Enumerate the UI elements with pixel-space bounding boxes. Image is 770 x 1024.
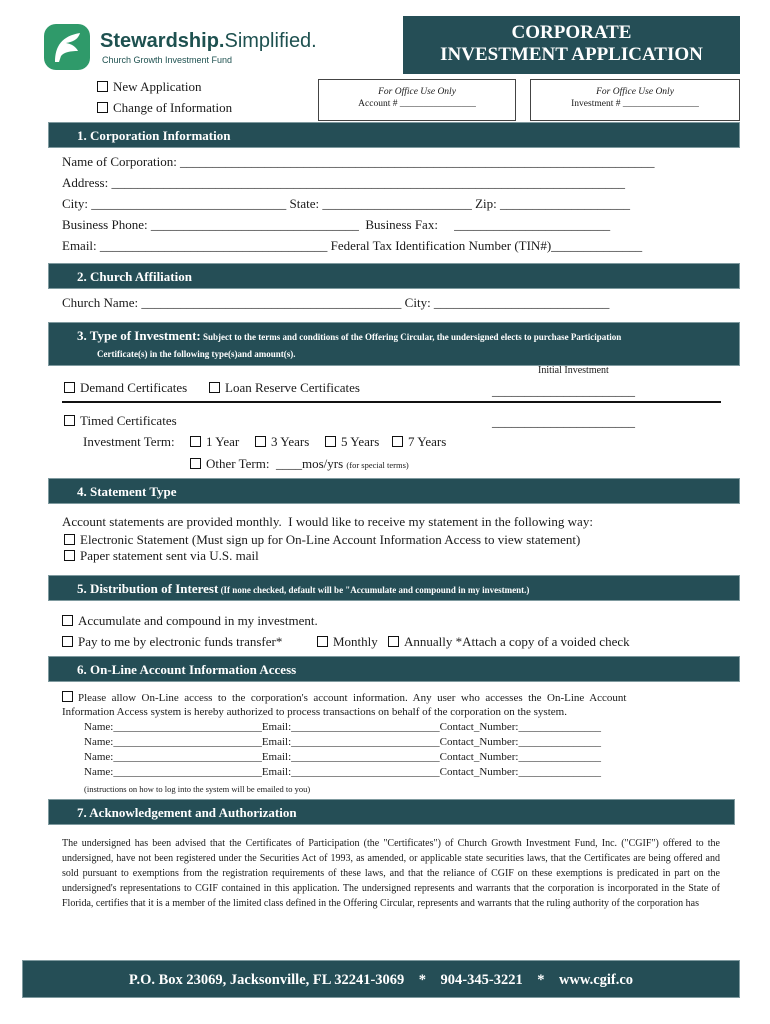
other-term-checkbox[interactable] bbox=[190, 458, 201, 469]
online-user-row[interactable]: Name:___________________________Email:___________________________Contact_Number:_______________ bbox=[84, 766, 601, 778]
section-church-affiliation: 2. Church Affiliation bbox=[48, 263, 740, 289]
term-3-years-option[interactable]: 3 Years bbox=[255, 434, 309, 450]
change-of-information-option[interactable]: Change of Information bbox=[97, 100, 232, 116]
demand-certificates-option[interactable]: Demand Certificates bbox=[64, 380, 187, 396]
logo-name: Stewardship.Simplified. bbox=[100, 30, 317, 52]
term-7-years-checkbox[interactable] bbox=[392, 436, 403, 447]
office-investment-box: For Office Use Only Investment # ________________ bbox=[530, 79, 740, 121]
section-corporation-information: 1. Corporation Information bbox=[48, 122, 740, 148]
demand-certificates-checkbox[interactable] bbox=[64, 382, 75, 393]
monthly-option[interactable]: Monthly bbox=[317, 634, 378, 650]
online-user-row[interactable]: Name:___________________________Email:___________________________Contact_Number:_______________ bbox=[84, 721, 601, 733]
online-access-option[interactable]: Please allow On-Line access to the corporation's account information. Any user who accesses the On-Line Account bbox=[62, 691, 626, 704]
paper-statement-option[interactable]: Paper statement sent via U.S. mail bbox=[64, 548, 259, 564]
term-1-year-option[interactable]: 1 Year bbox=[190, 434, 239, 450]
investment-term-label: Investment Term: bbox=[83, 434, 175, 449]
change-of-information-checkbox[interactable] bbox=[97, 102, 108, 113]
corporation-name-field[interactable]: Name of Corporation: _________________________________________________________________________ bbox=[62, 154, 655, 169]
new-application-option[interactable]: New Application bbox=[97, 79, 201, 95]
section-statement-type: 4. Statement Type bbox=[48, 478, 740, 504]
term-7-years-option[interactable]: 7 Years bbox=[392, 434, 446, 450]
section-type-of-investment: 3. Type of Investment: Subject to the terms and conditions of the Offering Circular, the undersigned elects to purchase Participation Certificate(s) in the following type(s)and amount(s). bbox=[48, 322, 740, 366]
term-5-years-option[interactable]: 5 Years bbox=[325, 434, 379, 450]
logo-subtitle: Church Growth Investment Fund bbox=[102, 55, 233, 65]
section-online-access: 6. On-Line Account Information Access bbox=[48, 656, 740, 682]
email-tin-field[interactable]: Email: ___________________________________ Federal Tax Identification Number (TIN#)______________ bbox=[62, 238, 643, 253]
pay-eft-checkbox[interactable] bbox=[62, 636, 73, 647]
new-application-checkbox[interactable] bbox=[97, 81, 108, 92]
timed-amount-field[interactable]: ______________________ bbox=[492, 414, 635, 429]
term-3-years-checkbox[interactable] bbox=[255, 436, 266, 447]
term-1-year-checkbox[interactable] bbox=[190, 436, 201, 447]
annually-option[interactable]: Annually *Attach a copy of a voided check bbox=[388, 634, 630, 650]
online-user-row[interactable]: Name:___________________________Email:___________________________Contact_Number:_______________ bbox=[84, 751, 601, 763]
pay-eft-option[interactable]: Pay to me by electronic funds transfer* bbox=[62, 634, 282, 650]
loan-reserve-checkbox[interactable] bbox=[209, 382, 220, 393]
term-5-years-checkbox[interactable] bbox=[325, 436, 336, 447]
statement-intro: Account statements are provided monthly. I would like to receive my statement in the following way: bbox=[62, 514, 593, 529]
demand-amount-field[interactable]: ______________________ bbox=[492, 383, 635, 398]
electronic-statement-checkbox[interactable] bbox=[64, 534, 75, 545]
accumulate-checkbox[interactable] bbox=[62, 615, 73, 626]
acknowledgement-text: The undersigned has been advised that the Certificates of Participation (the "Certificates") of Church Growth Investment Fund, Inc. ("CGIF") offered to the undersigned, have not been registered under the Securities Act of 1993, as amended, or applicable state securities laws, that the Certificates are being offered and sold pursuant to exemptions from the registration requirements of these laws, and that the reliance of CGIF on these exemptions is predicated in part on the undersigned's representations to CGIF contained in this application. The undersigned represents and warrants that the corporation is incorporated in the State of Florida, certifies that it is a member of the limited class defined in the Offering Circular, represents and warrants that the ruling authority of the corporation has bbox=[62, 838, 720, 909]
section-acknowledgement: 7. Acknowledgement and Authorization bbox=[48, 799, 735, 825]
footer-contact: P.O. Box 23069, Jacksonville, FL 32241-3069 * 904-345-3221 * www.cgif.co bbox=[22, 960, 740, 998]
form-title: CORPORATE INVESTMENT APPLICATION bbox=[403, 16, 740, 74]
accumulate-option[interactable]: Accumulate and compound in my investment. bbox=[62, 613, 318, 629]
office-account-box: For Office Use Only Account # ________________ bbox=[318, 79, 516, 121]
business-phone-fax-field[interactable]: Business Phone: ________________________________ Business Fax: ________________________ bbox=[62, 217, 611, 232]
electronic-statement-option[interactable]: Electronic Statement (Must sign up for On-Line Account Information Access to view statement) bbox=[64, 532, 580, 548]
stewardship-logo bbox=[42, 22, 342, 72]
annually-checkbox[interactable] bbox=[388, 636, 399, 647]
timed-certificates-option[interactable]: Timed Certificates bbox=[64, 413, 177, 429]
timed-certificates-checkbox[interactable] bbox=[64, 415, 75, 426]
online-instructions: (instructions on how to log into the system will be emailed to you) bbox=[84, 784, 311, 794]
paper-statement-checkbox[interactable] bbox=[64, 550, 75, 561]
section-distribution-of-interest: 5. Distribution of Interest (If none checked, default will be "Accumulate and compound in my investment.) bbox=[48, 575, 740, 601]
church-name-city-field[interactable]: Church Name: ________________________________________ City: ___________________________ bbox=[62, 295, 610, 310]
city-state-zip-field[interactable]: City: ______________________________ State: _______________________ Zip: ____________________ bbox=[62, 196, 631, 211]
monthly-checkbox[interactable] bbox=[317, 636, 328, 647]
leaf-logo-icon bbox=[42, 22, 92, 72]
online-access-checkbox[interactable] bbox=[62, 691, 73, 702]
divider bbox=[62, 401, 721, 403]
other-term-option[interactable]: Other Term: ____mos/yrs (for special terms) bbox=[190, 456, 409, 472]
address-field[interactable]: Address: _______________________________________________________________________________ bbox=[62, 175, 625, 190]
online-access-text: Information Access system is hereby authorized to process transactions on behalf of the corporation on the system. bbox=[62, 706, 567, 718]
online-user-row[interactable]: Name:___________________________Email:___________________________Contact_Number:_______________ bbox=[84, 736, 601, 748]
loan-reserve-option[interactable]: Loan Reserve Certificates bbox=[209, 380, 360, 396]
initial-investment-label: Initial Investment bbox=[538, 365, 609, 376]
